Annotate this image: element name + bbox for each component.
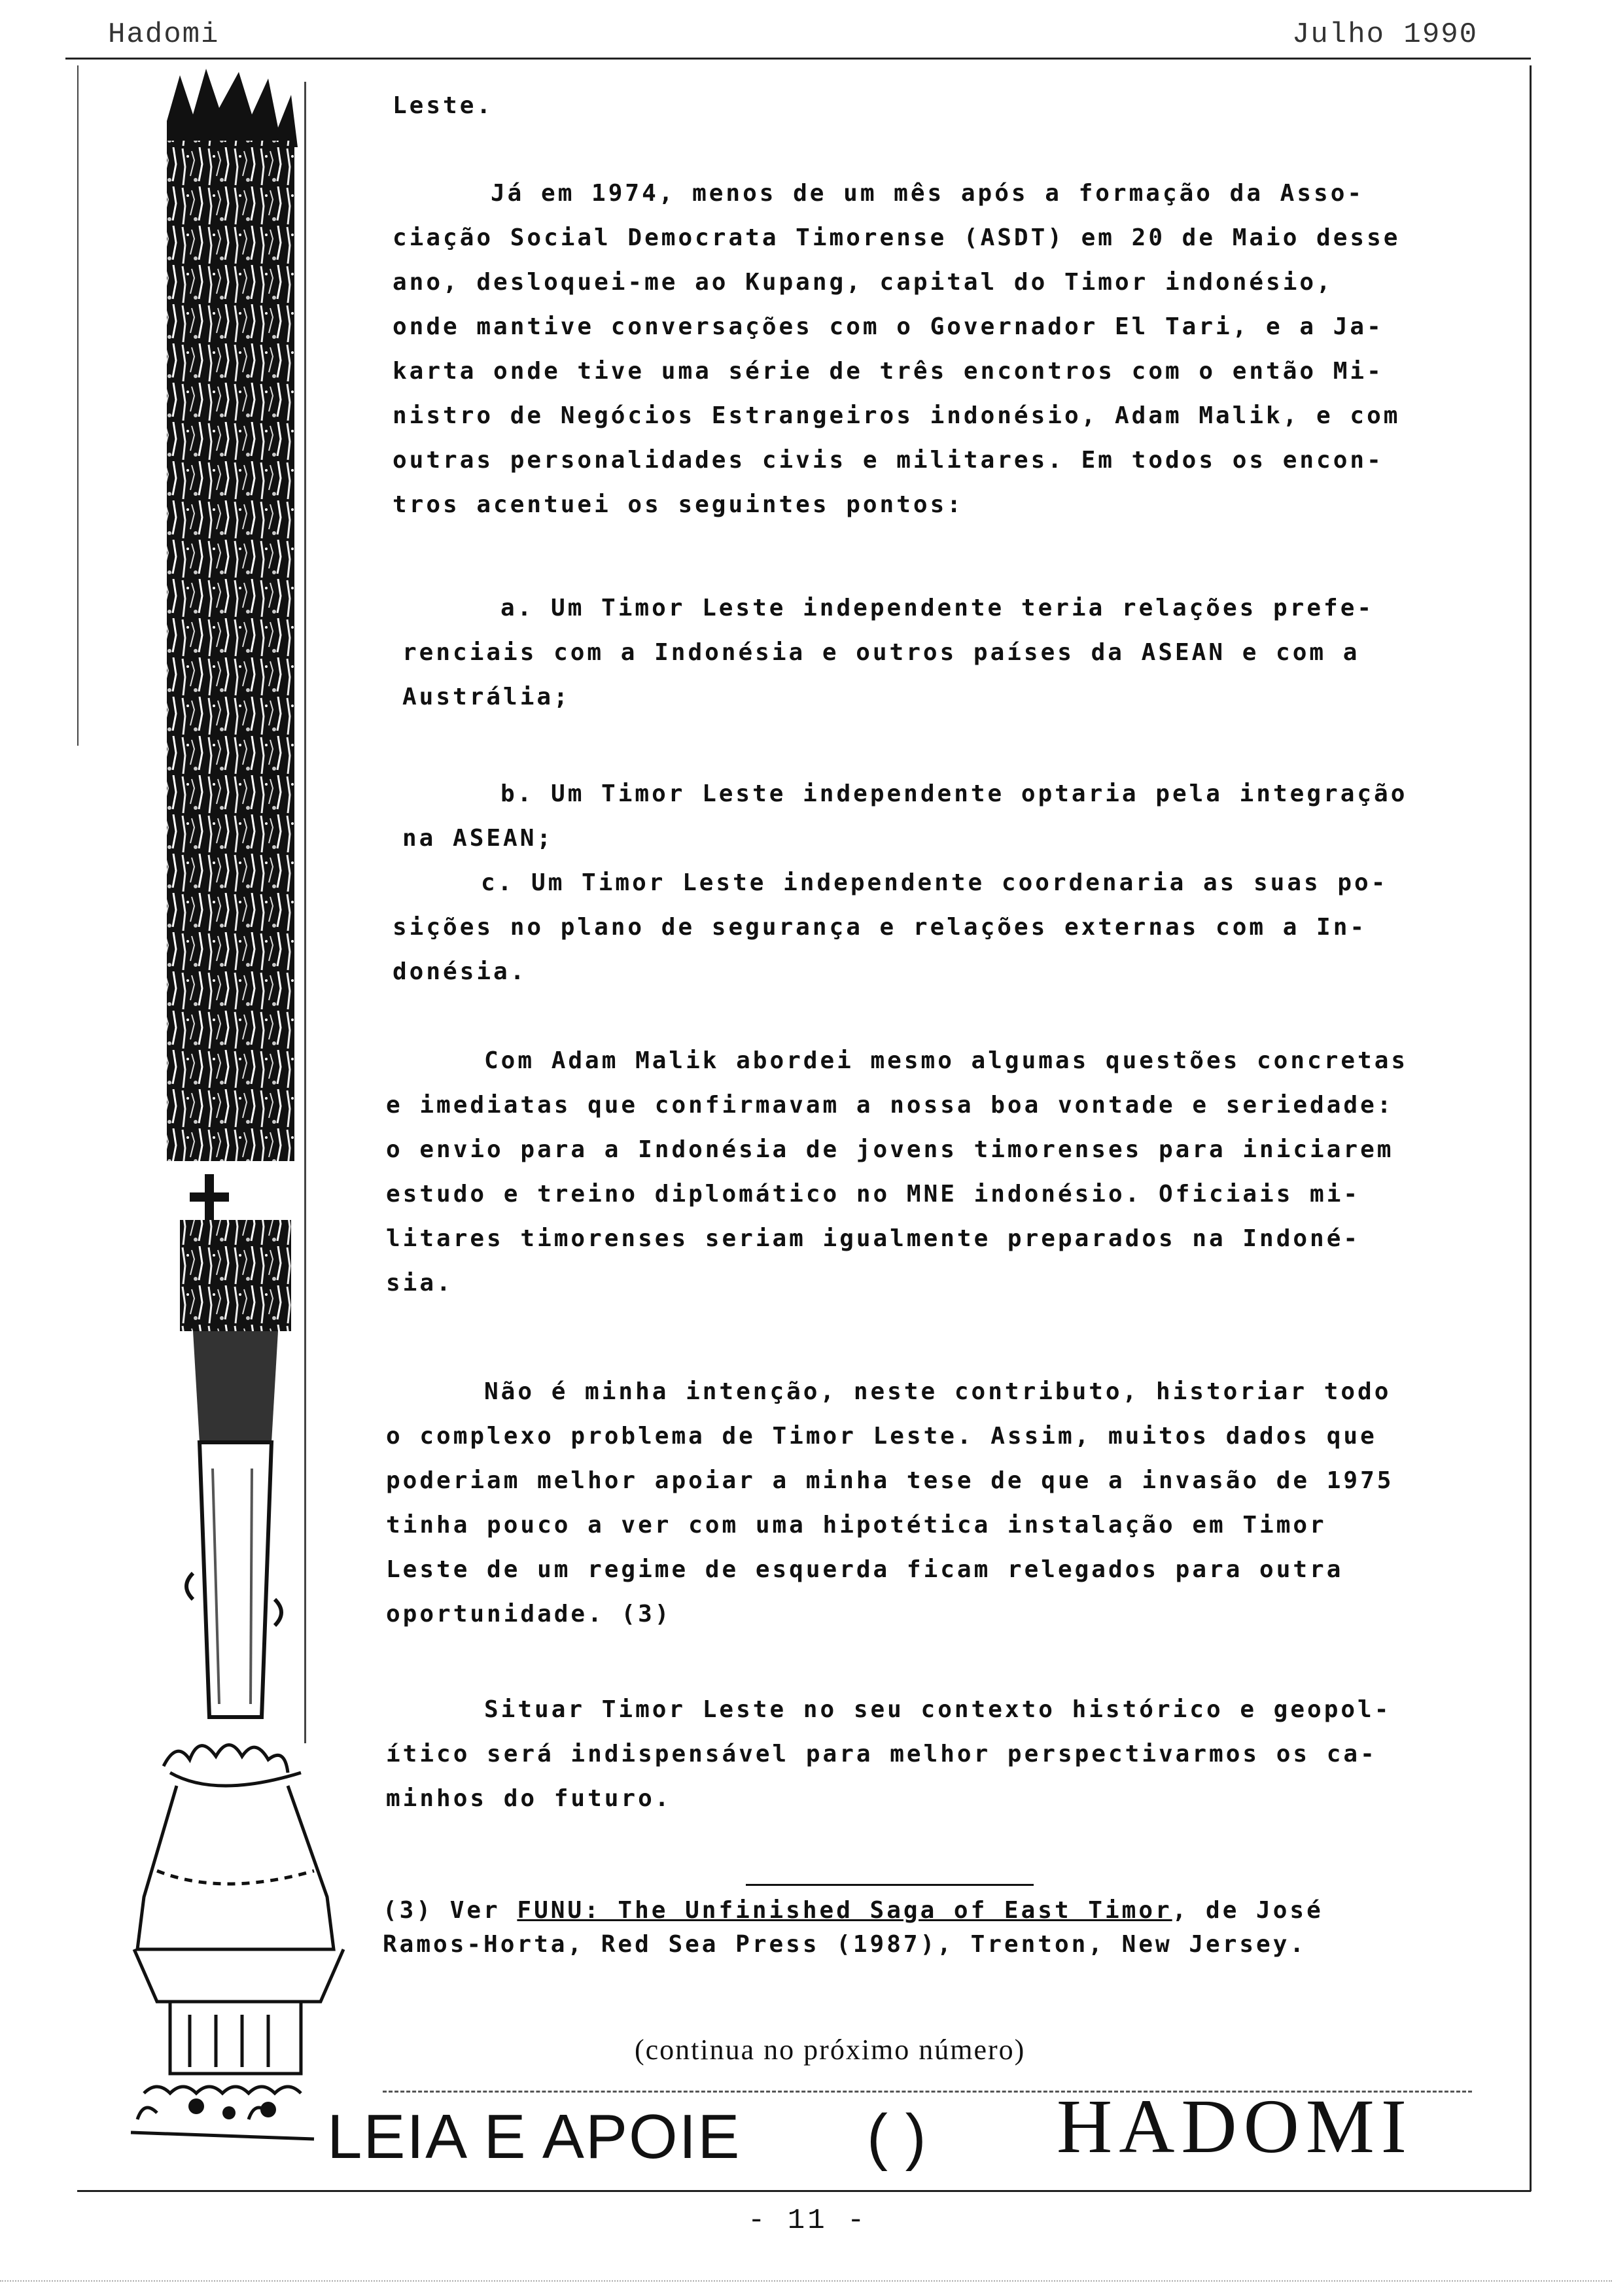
text-line: Com Adam Malik abordei mesmo algumas questões concretas	[484, 1047, 1409, 1074]
footnote-prefix: (3) Ver	[383, 1897, 517, 1924]
text-line: oportunidade. (3)	[386, 1601, 672, 1627]
text-line: donésia.	[393, 958, 527, 985]
footnote-author-intro: , de José	[1172, 1897, 1323, 1924]
header-publication: Hadomi	[108, 18, 220, 51]
carved-column-illustration	[154, 69, 311, 1743]
paragraph-1974-visits	[393, 171, 1505, 527]
text-line: outras personalidades civis e militares. Em todos os encon-	[393, 447, 1384, 474]
text-line: ano, desloquei-me ao Kupang, capital do Timor indonésio,	[393, 269, 1333, 296]
text-line: sições no plano de segurança e relações externas com a In-	[393, 914, 1367, 941]
point-c	[393, 861, 1518, 994]
footnote-3	[383, 1894, 1505, 1962]
paragraph-intencao	[386, 1370, 1511, 1637]
text-line: karta onde tive uma série de três encontros com o então Mi-	[393, 358, 1384, 385]
text-line: na ASEAN;	[402, 825, 554, 852]
paragraph-adam-malik	[386, 1039, 1511, 1306]
text-line: Leste de um regime de esquerda ficam relegados para outra	[386, 1556, 1344, 1583]
text-line: tros acentuei os seguintes pontos:	[393, 491, 964, 518]
frame-left-border	[77, 65, 79, 746]
text-line: sia.	[386, 1270, 453, 1296]
text-line: estudo e treino diplomático no MNE indonésio. Oficiais mi-	[386, 1181, 1361, 1208]
bottom-edge-dots	[0, 2280, 1612, 2282]
text-line: Leste.	[393, 92, 494, 119]
continued-note: (continua no próximo número)	[635, 2034, 1026, 2066]
point-a	[402, 586, 1528, 720]
text-line: ítico será indispensável para melhor perspectivarmos os ca-	[386, 1741, 1377, 1767]
footnote-rule	[746, 1884, 1034, 1886]
point-b	[402, 772, 1528, 861]
text-line: onde mantive conversações com o Governador El Tari, e a Ja-	[393, 313, 1384, 340]
text-line: e imediatas que confirmavam a nossa boa vontade e seriedade:	[386, 1092, 1394, 1119]
text-line: Austrália;	[402, 684, 570, 710]
text-line: ciação Social Democrata Timorense (ASDT) em 20 de Maio desse	[393, 224, 1401, 251]
text-line: Já em 1974, menos de um mês após a formação da Asso-	[491, 180, 1365, 207]
banner-parentheses: ( )	[867, 2102, 926, 2172]
paragraph-continuation	[393, 84, 1518, 128]
text-line: nistro de Negócios Estrangeiros indonésio, Adam Malik, e com	[393, 402, 1401, 429]
footnote-line-1	[383, 1894, 1505, 1928]
page-number: - 11 -	[748, 2204, 867, 2237]
text-line: minhos do futuro.	[386, 1785, 672, 1812]
text-line: o complexo problema de Timor Leste. Assim, muitos dados que	[386, 1423, 1377, 1450]
text-line: b. Um Timor Leste independente optaria pela integração	[500, 780, 1408, 807]
banner-leia-e-apoie: LEIA E APOIE	[327, 2102, 741, 2172]
text-line: o envio para a Indonésia de jovens timorenses para iniciarem	[386, 1136, 1394, 1163]
text-line: Não é minha intenção, neste contributo, historiar todo	[484, 1378, 1392, 1405]
footnote-line-2: Ramos-Horta, Red Sea Press (1987), Trenton, New Jersey.	[383, 1931, 1307, 1958]
header-rule	[65, 58, 1531, 60]
text-line: tinha pouco a ver com uma hipotética instalação em Timor	[386, 1512, 1327, 1539]
banner-hadomi-logo: HADOMI	[1057, 2083, 1414, 2169]
header-date: Julho 1990	[1292, 18, 1479, 51]
text-line: litares timorenses seriam igualmente preparados na Indoné-	[386, 1225, 1361, 1252]
text-line: a. Um Timor Leste independente teria relações prefe-	[500, 595, 1375, 621]
text-line: Situar Timor Leste no seu contexto histórico e geopol-	[484, 1696, 1392, 1723]
traditional-house-illustration	[118, 1727, 353, 2165]
frame-right-border	[1530, 65, 1532, 2191]
text-line: poderiam melhor apoiar a minha tese de que a invasão de 1975	[386, 1467, 1394, 1494]
frame-bottom-border	[77, 2190, 1531, 2192]
text-line: c. Um Timor Leste independente coordenaria as suas po-	[481, 869, 1388, 896]
text-line: renciais com a Indonésia e outros países da ASEAN e com a	[402, 639, 1360, 666]
footnote-book-title: FUNU: The Unfinished Saga of East Timor	[517, 1897, 1172, 1924]
paragraph-situar	[386, 1688, 1511, 1821]
